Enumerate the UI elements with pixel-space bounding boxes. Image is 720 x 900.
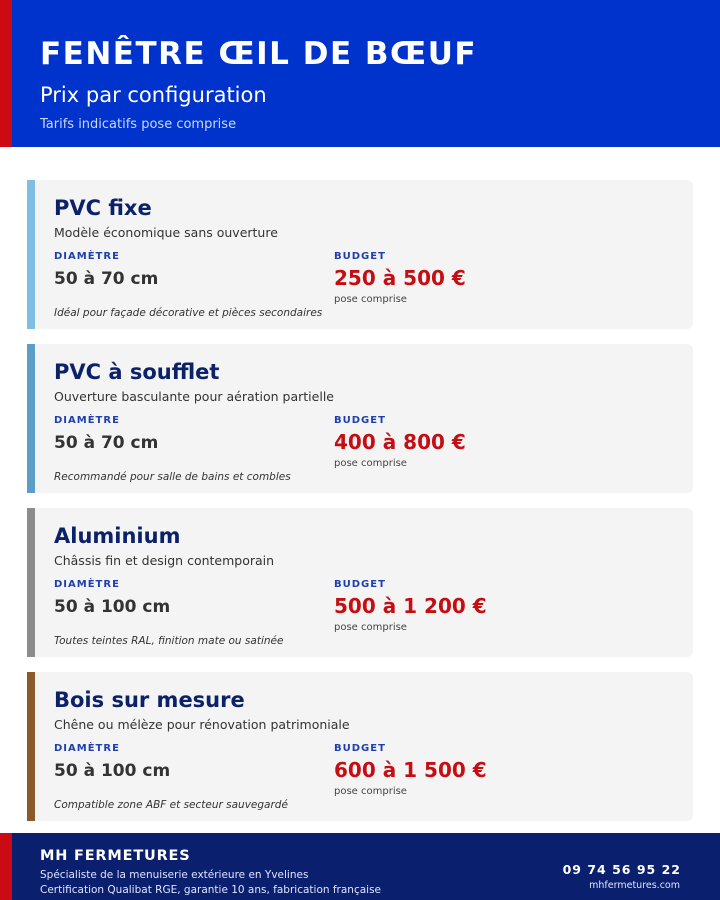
card-color-bar [27,180,35,329]
configuration-list [27,180,693,836]
company-name: MH FERMETURES [40,848,191,864]
diameter-value: 50 à 70 cm [54,269,159,289]
card-title: PVC fixe [54,196,152,220]
pose-note: pose comprise [334,786,407,797]
price-value: 600 à 1 500 € [334,758,487,782]
card-description: Modèle économique sans ouverture [54,225,278,240]
diameter-value: 50 à 100 cm [54,597,171,617]
diameter-label: DIAMÈTRE [54,579,120,590]
card-description: Ouverture basculante pour aération partielle [54,389,334,404]
page-subtitle: Prix par configuration [40,83,267,107]
budget-label: BUDGET [334,579,386,590]
budget-label: BUDGET [334,415,386,426]
card-description: Châssis fin et design contemporain [54,553,275,568]
footer-accent-stripe [0,833,12,900]
price-value: 500 à 1 200 € [334,594,487,618]
card-color-bar [27,672,35,821]
price-value: 250 à 500 € [334,266,466,290]
company-tagline: Spécialiste de la menuiserie extérieure en Yvelines [40,869,309,881]
card-title: Aluminium [54,524,181,548]
config-card-aluminium [27,508,693,657]
header-note: Tarifs indicatifs pose comprise [40,117,237,132]
diameter-label: DIAMÈTRE [54,415,120,426]
company-certification: Certification Qualibat RGE, garantie 10 ans, fabrication française [40,884,382,896]
diameter-label: DIAMÈTRE [54,251,120,262]
card-tip: Compatible zone ABF et secteur sauvegardé [54,799,288,811]
config-card-bois [27,672,693,821]
header-banner [0,0,720,147]
config-card-pvc-soufflet [27,344,693,493]
footer [0,833,720,900]
card-description: Chêne ou mélèze pour rénovation patrimoniale [54,717,350,732]
card-tip: Recommandé pour salle de bains et combles [54,471,291,483]
pose-note: pose comprise [334,458,407,469]
diameter-value: 50 à 100 cm [54,761,171,781]
budget-label: BUDGET [334,743,386,754]
page-title: FENÊTRE ŒIL DE BŒUF [40,36,478,72]
pose-note: pose comprise [334,622,407,633]
phone-number[interactable]: 09 74 56 95 22 [562,862,681,877]
card-color-bar [27,344,35,493]
card-color-bar [27,508,35,657]
card-title: PVC à soufflet [54,360,220,384]
config-card-pvc-fixe [27,180,693,329]
price-value: 400 à 800 € [334,430,466,454]
diameter-label: DIAMÈTRE [54,743,120,754]
diameter-value: 50 à 70 cm [54,433,159,453]
budget-label: BUDGET [334,251,386,262]
card-tip: Idéal pour façade décorative et pièces secondaires [54,307,323,319]
card-tip: Toutes teintes RAL, finition mate ou satinée [54,635,284,647]
header-accent-stripe [0,0,12,147]
website-link[interactable]: mhfermetures.com [589,880,680,891]
pose-note: pose comprise [334,294,407,305]
card-title: Bois sur mesure [54,688,245,712]
